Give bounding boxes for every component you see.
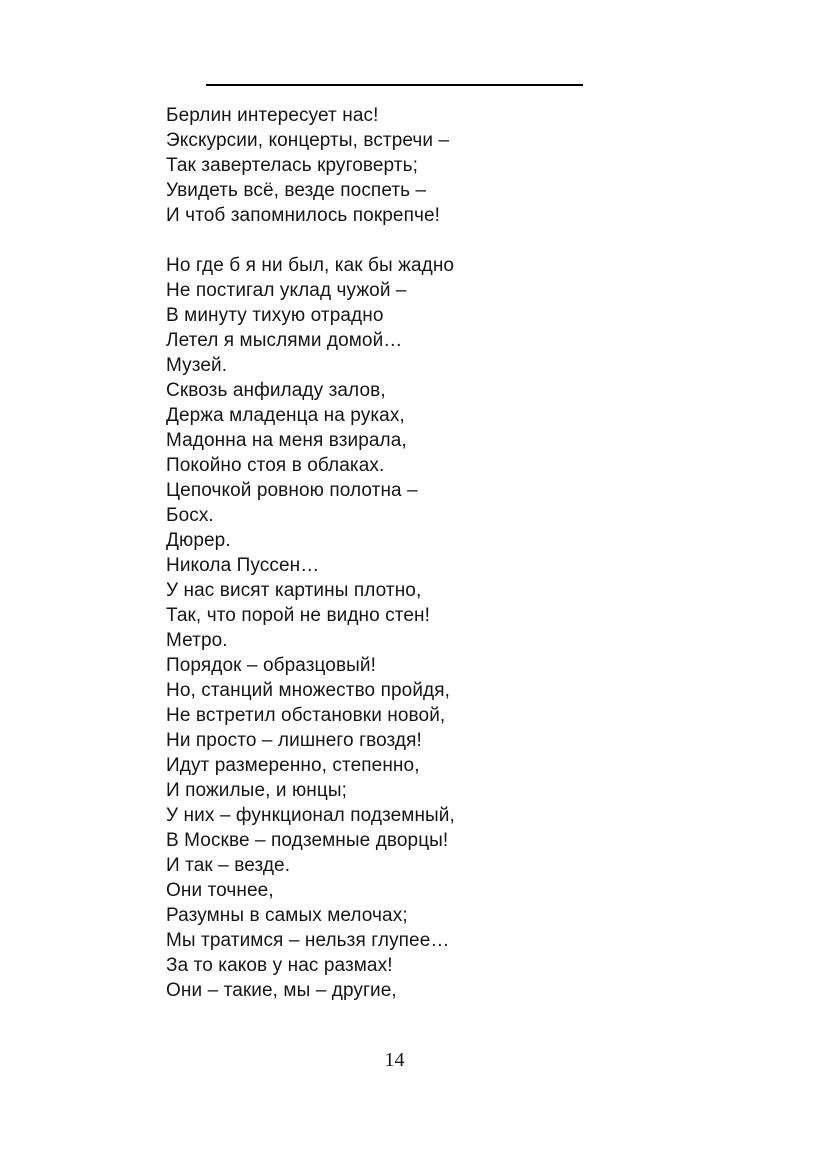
poem-line: Дюрер. xyxy=(166,530,231,551)
poem-line: И так – везде. xyxy=(166,855,291,876)
poem-line: Метро. xyxy=(166,630,228,651)
poem-line: И чтоб запомнилось покрепче! xyxy=(166,205,441,226)
poem-line: Босх. xyxy=(166,505,214,526)
poem-line: И пожилые, и юнцы; xyxy=(166,780,348,801)
page-number: 14 xyxy=(384,1049,405,1071)
poem-line: Но где б я ни был, как бы жадно xyxy=(166,255,455,276)
poem-line: Не встретил обстановки новой, xyxy=(166,705,446,726)
poem-line: Так завертелась круговерть; xyxy=(166,155,418,176)
poem-line: Порядок – образцовый! xyxy=(166,655,377,676)
poem-text xyxy=(166,103,686,1028)
poem-line: Мы тратимся – нельзя глупее… xyxy=(166,930,450,951)
poem-line: В минуту тихую отрадно xyxy=(166,305,384,326)
poem-stanza xyxy=(166,253,686,1003)
poem-line: За то каков у нас размах! xyxy=(166,955,393,976)
poem-line: В Москве – подземные дворцы! xyxy=(166,830,449,851)
poem-line: Сквозь анфиладу залов, xyxy=(166,380,386,401)
section-divider-rule xyxy=(206,84,583,86)
poem-line: Они – такие, мы – другие, xyxy=(166,980,397,1001)
poem-line: У нас висят картины плотно, xyxy=(166,580,422,601)
poem-line: Но, станций множество пройдя, xyxy=(166,680,450,701)
poem-line: Ни просто – лишнего гвоздя! xyxy=(166,730,422,751)
poem-line: Разумны в самых мелочах; xyxy=(166,905,408,926)
poem-line: Не постигал уклад чужой – xyxy=(166,280,407,301)
poem-stanza xyxy=(166,103,686,228)
poem-line: Экскурсии, концерты, встречи – xyxy=(166,130,450,151)
poem-line: Покойно стоя в облаках. xyxy=(166,455,385,476)
poem-line: Цепочкой ровною полотна – xyxy=(166,480,418,501)
poem-line: Мадонна на меня взирала, xyxy=(166,430,407,451)
poem-line: Идут размеренно, степенно, xyxy=(166,755,420,776)
poem-line: Держа младенца на руках, xyxy=(166,405,405,426)
poem-line: Так, что порой не видно стен! xyxy=(166,605,431,626)
poem-line: Никола Пуссен… xyxy=(166,555,320,576)
poem-line: Летел я мыслями домой… xyxy=(166,330,403,351)
poem-line: Музей. xyxy=(166,355,228,376)
poem-line: У них – функционал подземный, xyxy=(166,805,455,826)
poem-line: Они точнее, xyxy=(166,880,274,901)
poem-line: Берлин интересует нас! xyxy=(166,105,379,126)
poem-line: Увидеть всё, везде поспеть – xyxy=(166,180,427,201)
